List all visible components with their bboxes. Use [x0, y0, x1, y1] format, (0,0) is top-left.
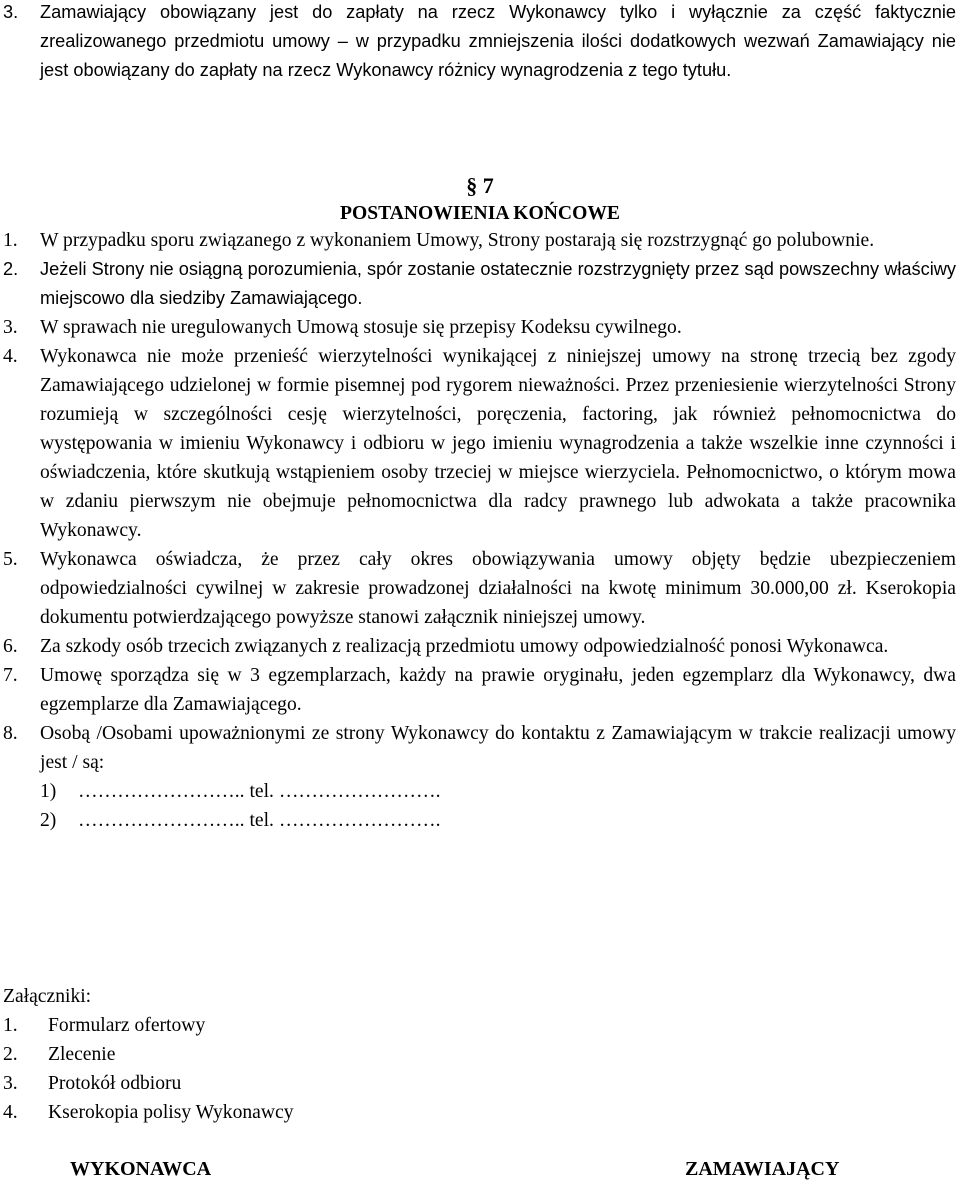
attachment-text: Kserokopia polisy Wykonawcy — [48, 1102, 294, 1123]
contact-fill: …………………….. tel. ……………………. — [78, 781, 441, 802]
signature-client: ZAMAWIAJĄCY — [685, 1158, 840, 1180]
attachment-number: 4. — [3, 1102, 18, 1123]
clause-text: Wykonawca oświadcza, że przez cały okres obowiązywania umowy objęty będzie ubezpieczeniem odpowiedzialności cywilnej w zakresie prowadzonej działalności na kwotę minimum 30.000,00 zł. Kserokopia dokumentu potwierdzającego powyższe stanowi załącznik niniejszej umowy. — [40, 549, 956, 628]
clause-item — [0, 226, 960, 255]
attachment-item — [3, 1011, 603, 1040]
signature-contractor: WYKONAWCA — [70, 1158, 212, 1180]
clause-number: 7. — [3, 665, 18, 686]
clause-number: 3. — [3, 2, 19, 22]
clause-text: Za szkody osób trzecich związanych z realizacją przedmiotu umowy odpowiedzialność ponosi Wykonawca. — [40, 636, 889, 657]
clause-item — [0, 545, 960, 632]
attachment-text: Protokół odbioru — [48, 1073, 182, 1094]
clause-item — [0, 661, 960, 719]
clause-text: Wykonawca nie może przenieść wierzytelności wynikającej z niniejszej umowy na stronę trzecią bez zgody Zamawiającego udzielonej w formie pisemnej pod rygorem nieważności. Przez przeniesienie wierzytelności Strony rozumieją w szczególności cesję wierzytelności, poręczenia, factoring, jak również pełnomocnictwa do występowania w imieniu Wykonawcy i odbioru w jego imieniu wynagrodzenia a także wszelkie inne czynności i oświadczenia, które skutkują wstąpieniem osoby trzeciej w miejsce wierzyciela. Pełnomocnictwo, o którym mowa w zdaniu pierwszym nie obejmuje pełnomocnictwa dla radcy prawnego lub adwokata a także pracownika Wykonawcy. — [40, 346, 956, 541]
clause-text: Jeżeli Strony nie osiągną porozumienia, spór zostanie ostatecznie rozstrzygnięty przez sąd powszechny właściwy miejscowo dla siedziby Zamawiającego. — [40, 259, 956, 308]
clause-text: Osobą /Osobami upoważnionymi ze strony Wykonawcy do kontaktu z Zamawiającym w trakcie realizacji umowy jest / są: — [40, 723, 956, 773]
top-clause-section — [0, 0, 960, 85]
clause-text: W sprawach nie uregulowanych Umową stosuje się przepisy Kodeksu cywilnego. — [40, 317, 682, 338]
clause-number: 3. — [3, 317, 18, 338]
attachment-number: 1. — [3, 1015, 18, 1036]
attachment-number: 2. — [3, 1044, 18, 1065]
attachments-section — [3, 982, 603, 1127]
clause-number: 5. — [3, 549, 18, 570]
attachment-item — [3, 1098, 603, 1127]
clause-item — [0, 342, 960, 545]
attachment-number: 3. — [3, 1073, 18, 1094]
contact-number: 2) — [40, 810, 57, 831]
clause-text: W przypadku sporu związanego z wykonaniem Umowy, Strony postarają się rozstrzygnąć go polubownie. — [40, 230, 875, 251]
clause-item — [0, 313, 960, 342]
clause-text: Umowę sporządza się w 3 egzemplarzach, każdy na prawie oryginału, jeden egzemplarz dla Wykonawcy, dwa egzemplarze dla Zamawiającego. — [40, 665, 956, 715]
attachments-title: Załączniki: — [3, 986, 92, 1007]
contact-fill: …………………….. tel. ……………………. — [78, 810, 441, 831]
clause-number: 1. — [3, 230, 18, 251]
section-sign: § 7 — [466, 173, 494, 198]
contact-line — [40, 806, 960, 835]
clause-number: 4. — [3, 346, 18, 367]
attachment-text: Zlecenie — [48, 1044, 116, 1065]
clause-item — [0, 0, 960, 85]
attachment-item — [3, 1040, 603, 1069]
attachment-text: Formularz ofertowy — [48, 1015, 206, 1036]
contact-number: 1) — [40, 781, 57, 802]
clause-number: 6. — [3, 636, 18, 657]
clause-item — [0, 632, 960, 661]
clause-number: 2. — [3, 259, 19, 279]
clause-text: Zamawiający obowiązany jest do zapłaty na rzecz Wykonawcy tylko i wyłącznie za część faktycznie zrealizowanego przedmiotu umowy – w przypadku zmniejszenia ilości dodatkowych wezwań Zamawiający nie jest obowiązany do zapłaty na rzecz Wykonawcy różnicy wynagrodzenia z tego tytułu. — [40, 2, 956, 80]
contact-line — [40, 777, 960, 806]
clause-item — [0, 255, 960, 313]
clauses-list — [0, 226, 960, 835]
clause-number: 8. — [3, 723, 18, 744]
attachment-item — [3, 1069, 603, 1098]
clause-item — [0, 719, 960, 777]
section-title: POSTANOWIENIA KOŃCOWE — [340, 203, 620, 224]
